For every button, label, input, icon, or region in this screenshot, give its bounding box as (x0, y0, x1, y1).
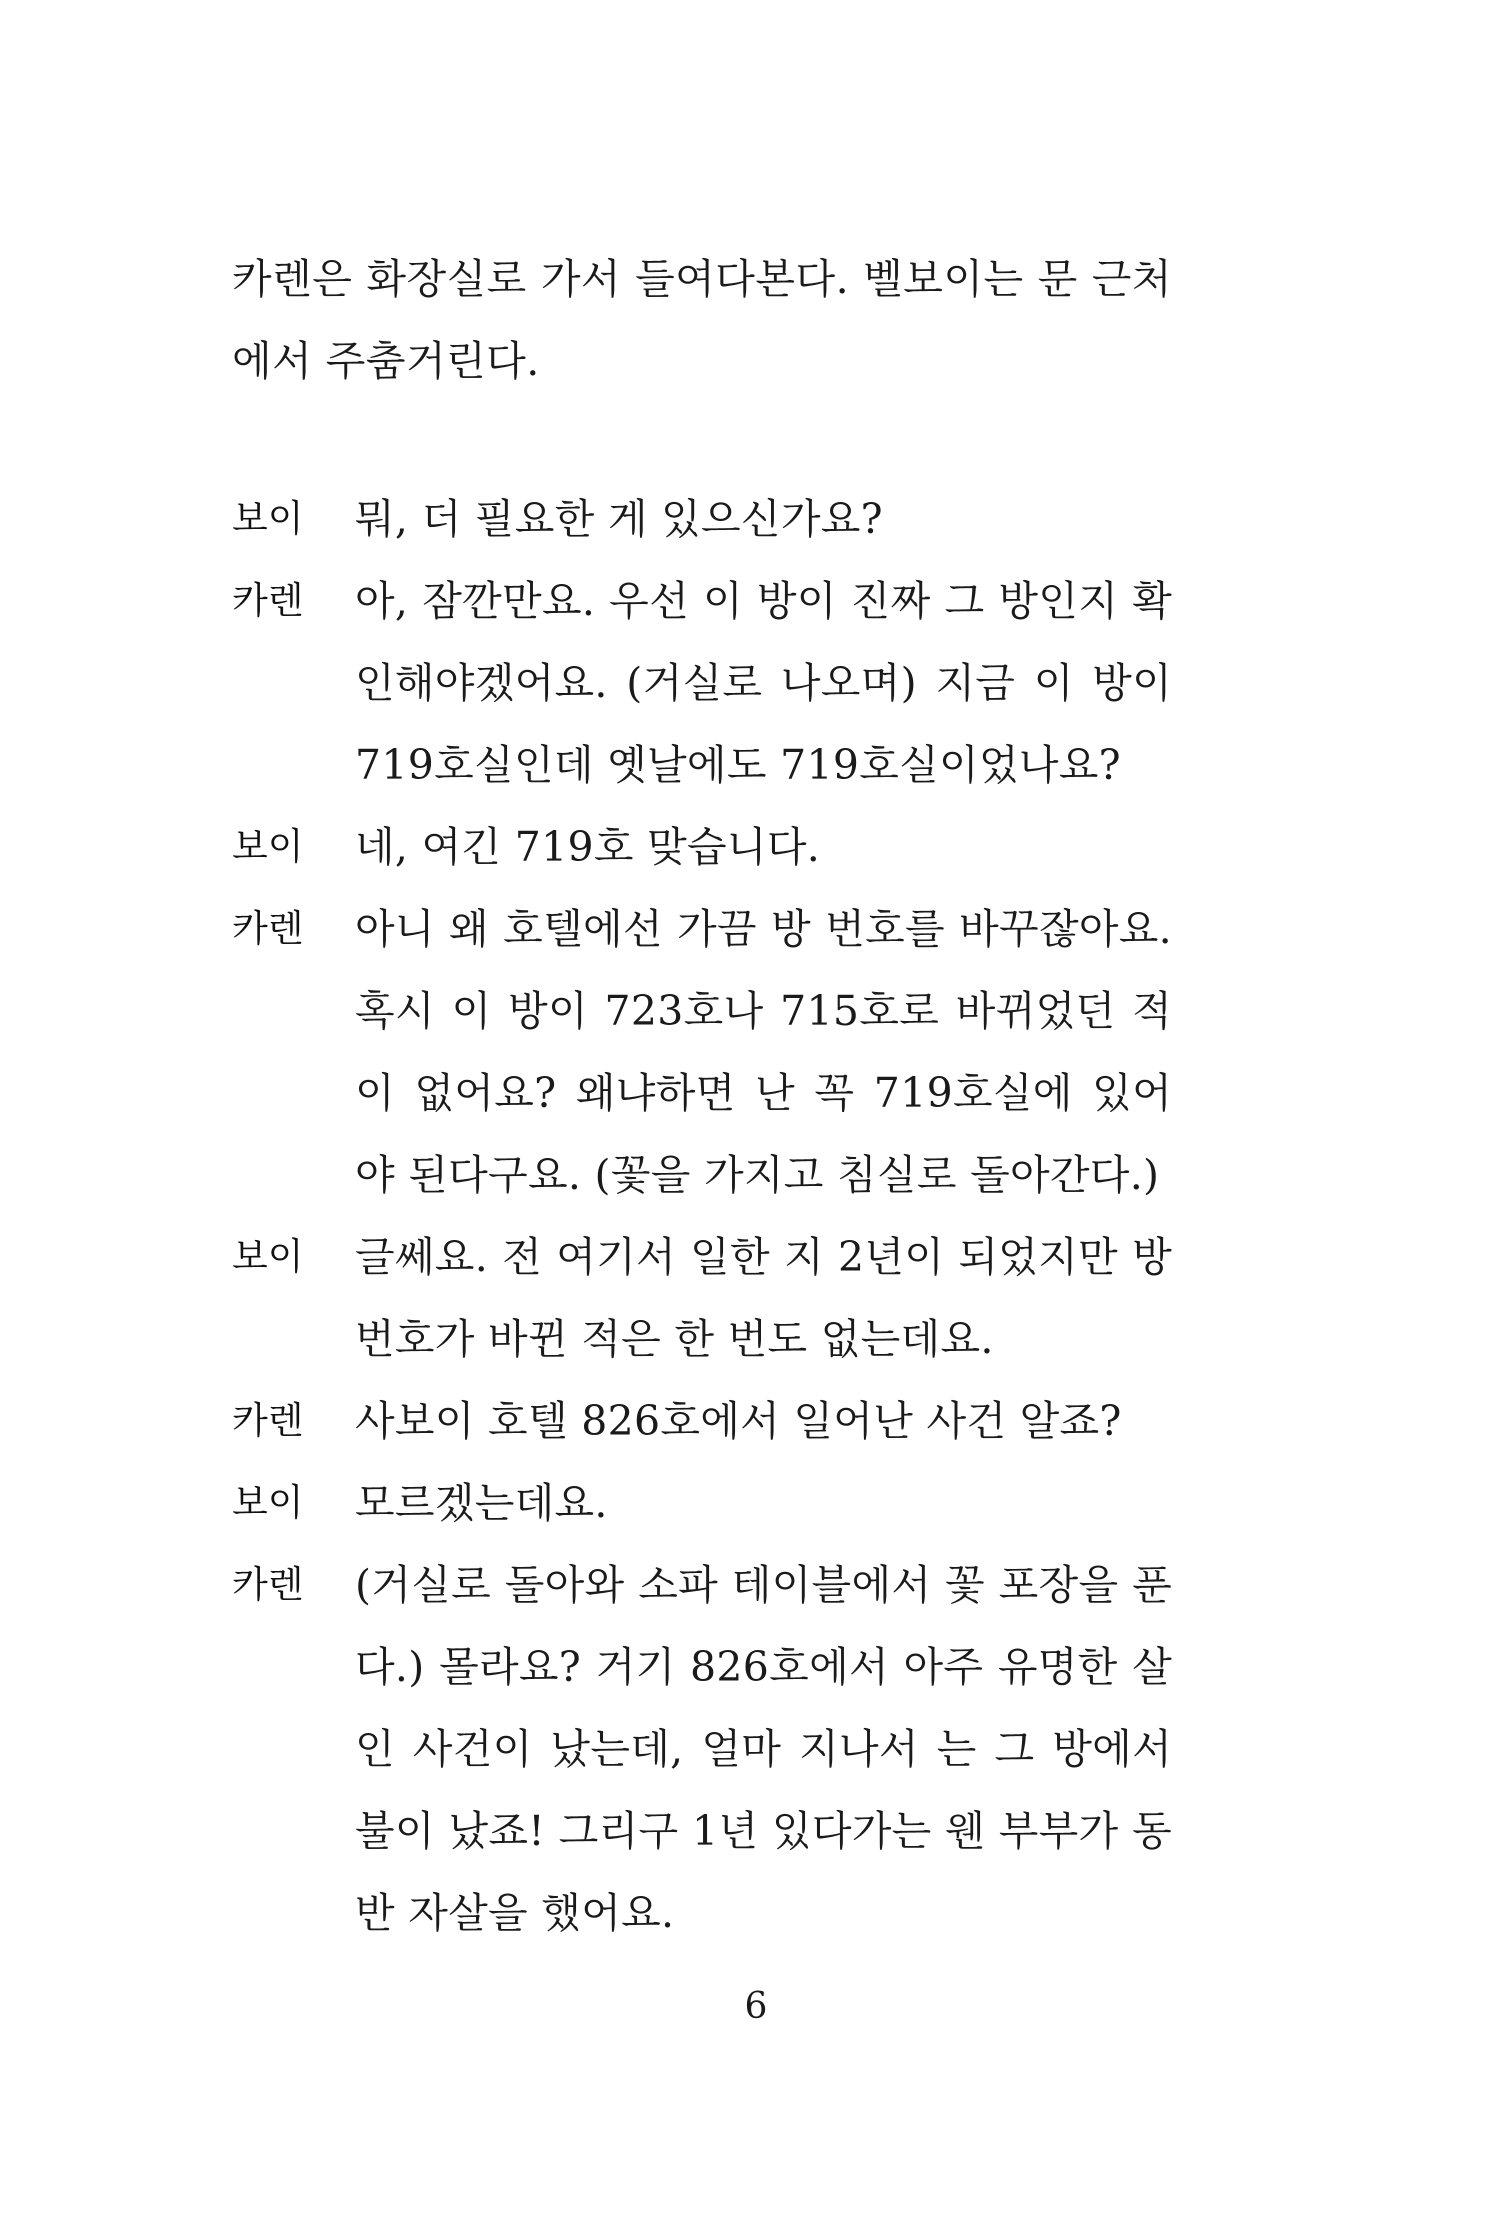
speaker-name: 보이 (232, 1481, 304, 1524)
dialogue-line (232, 1544, 1172, 1954)
stage-direction: 카렌은 화장실로 가서 들여다본다. 벨보이는 문 근처에서 주춤거린다. (232, 255, 1172, 385)
speaker-name: 카렌 (232, 579, 304, 622)
speaker-name: 카렌 (232, 907, 304, 950)
speech-text: 네, 여긴 719호 맞습니다. (355, 823, 821, 871)
dialogue-line (232, 806, 1172, 888)
speech-text: 아, 잠깐만요. 우선 이 방이 진짜 그 방인지 확인해야겠어요. (거실로 나오며) 지금 이 방이 719호실인데 옛날에도 719호실이었나요? (355, 577, 1172, 789)
speech-text: 뭐, 더 필요한 게 있으신가요? (355, 495, 883, 543)
page-number: 6 (744, 1986, 768, 2027)
speaker-name: 카렌 (232, 1399, 304, 1442)
speaker-name: 보이 (232, 825, 304, 868)
dialogue-line (232, 1380, 1172, 1462)
dialogue-line (232, 1216, 1172, 1380)
speech-text: 글쎄요. 전 여기서 일한 지 2년이 되었지만 방 번호가 바뀐 적은 한 번도 없는데요. (355, 1233, 1172, 1363)
dialogue-block (232, 478, 1172, 1954)
speech-text: (거실로 돌아와 소파 테이블에서 꽃 포장을 푼다.) 몰라요? 거기 826호에서 아주 유명한 살인 사건이 났는데, 얼마 지나서 는 그 방에서 불이 났죠! 그리구 1년 있다가는 웬 부부가 동반 자살을 했어요. (355, 1561, 1172, 1937)
speech-text: 사보이 호텔 826호에서 일어난 사건 알죠? (355, 1397, 1122, 1445)
speech-text: 아니 왜 호텔에선 가끔 방 번호를 바꾸잖아요. 혹시 이 방이 723호나 715호로 바뀌었던 적이 없어요? 왜냐하면 난 꼭 719호실에 있어야 된다구요. (꽃을 가지고 침실로 돌아간다.) (355, 905, 1172, 1199)
speaker-name: 보이 (232, 497, 304, 540)
speaker-name: 보이 (232, 1235, 304, 1278)
dialogue-line (232, 888, 1172, 1216)
speaker-name: 카렌 (232, 1563, 304, 1606)
dialogue-line (232, 560, 1172, 806)
speech-text: 모르겠는데요. (355, 1479, 608, 1527)
dialogue-line (232, 1462, 1172, 1544)
dialogue-line (232, 478, 1172, 560)
